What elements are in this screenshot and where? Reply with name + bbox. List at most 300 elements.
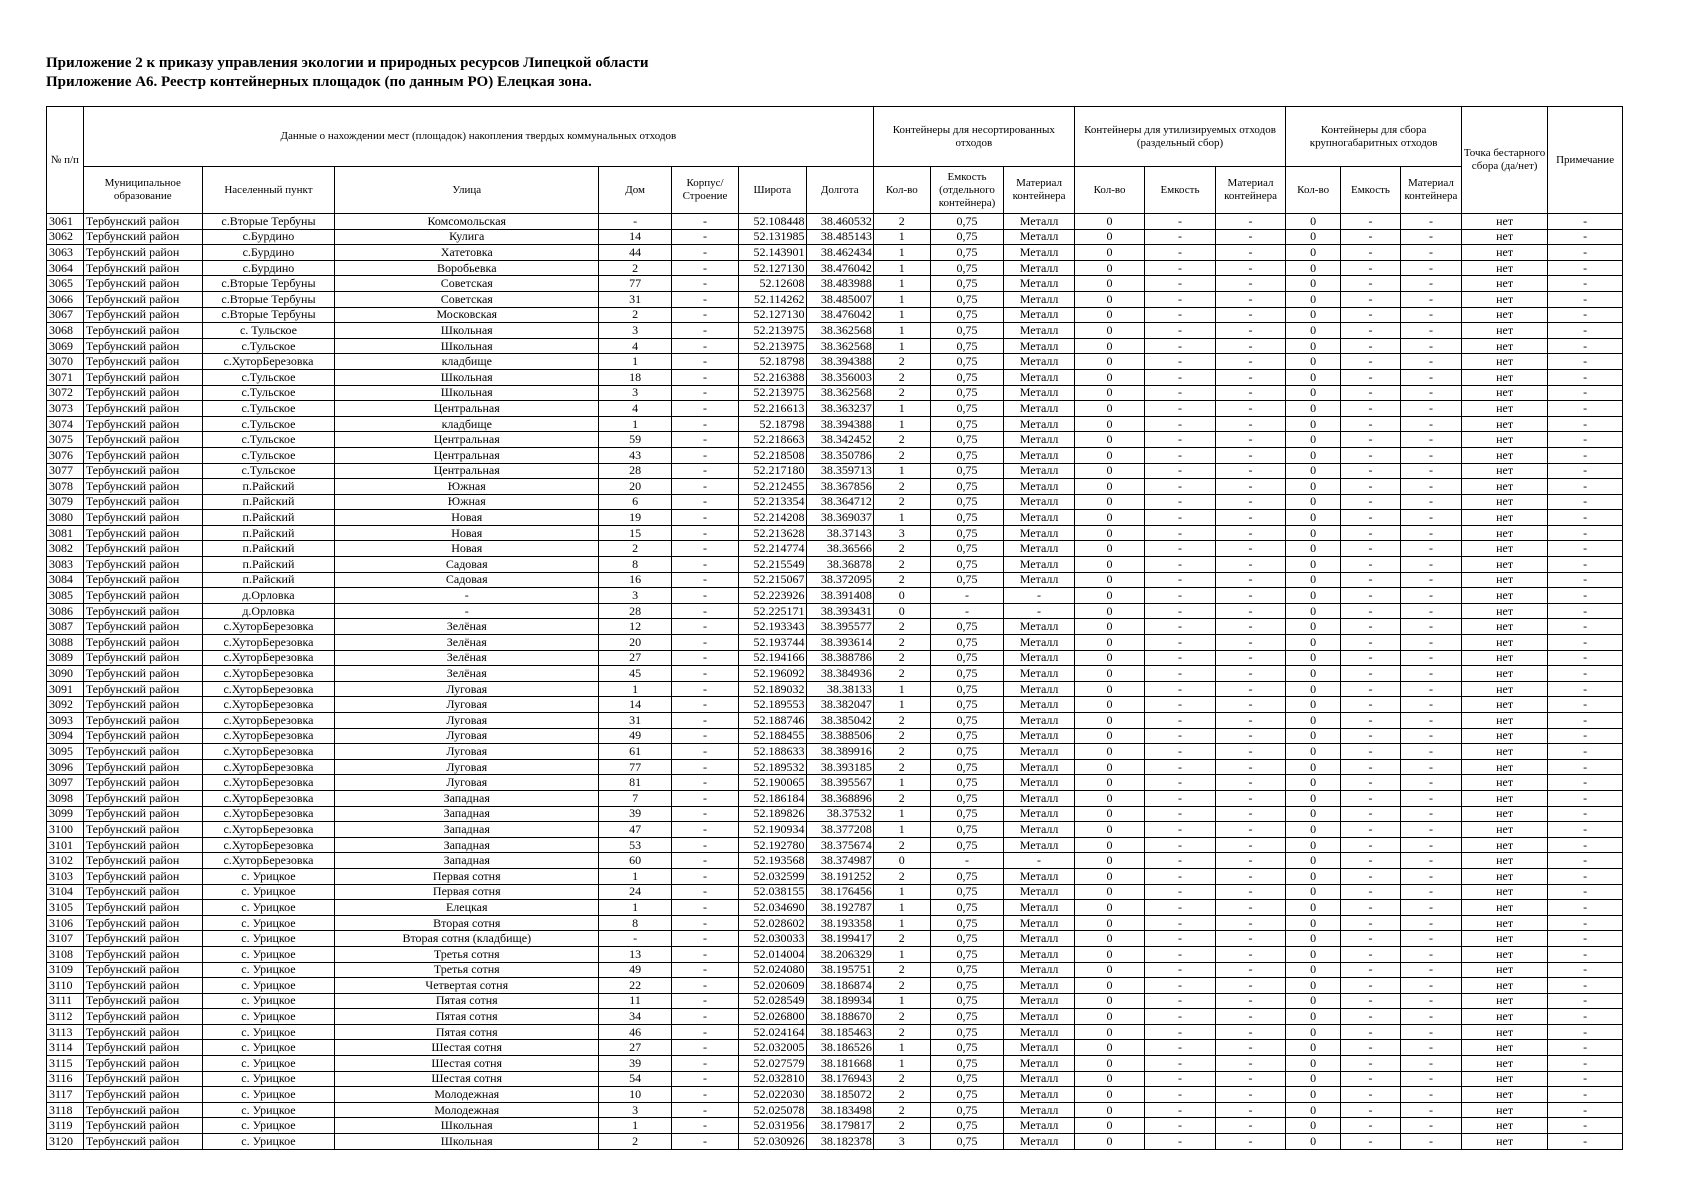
cell-bulky-capacity: - xyxy=(1340,978,1400,994)
table-row xyxy=(47,463,1623,479)
cell-num: 3097 xyxy=(47,775,84,791)
cell-bulky-material: - xyxy=(1400,993,1461,1009)
cell-street: Западная xyxy=(335,837,599,853)
cell-lon: 38.362568 xyxy=(806,338,873,354)
cell-note: - xyxy=(1548,775,1623,791)
cell-bulky-count: 0 xyxy=(1286,479,1341,495)
cell-building: - xyxy=(671,479,738,495)
cell-recycle-count: 0 xyxy=(1074,214,1144,230)
header-recycle-count: Кол-во xyxy=(1074,167,1144,214)
cell-bulky-capacity: - xyxy=(1340,369,1400,385)
cell-bulky-material: - xyxy=(1400,931,1461,947)
cell-num: 3120 xyxy=(47,1134,84,1150)
cell-bulky-capacity: - xyxy=(1340,229,1400,245)
cell-house: 59 xyxy=(599,432,672,448)
cell-building: - xyxy=(671,1134,738,1150)
cell-unsorted-capacity: - xyxy=(930,588,1004,604)
cell-lat: 52.215067 xyxy=(739,572,806,588)
cell-bulky-capacity: - xyxy=(1340,494,1400,510)
cell-unsorted-count: 2 xyxy=(873,385,930,401)
table-row xyxy=(47,931,1623,947)
cell-municipality: Тербунский район xyxy=(83,806,202,822)
cell-bulky-capacity: - xyxy=(1340,1071,1400,1087)
cell-street: Шестая сотня xyxy=(335,1056,599,1072)
cell-municipality: Тербунский район xyxy=(83,837,202,853)
cell-unsorted-capacity: 0,75 xyxy=(930,214,1004,230)
cell-lon: 38.394388 xyxy=(806,416,873,432)
cell-num: 3085 xyxy=(47,588,84,604)
cell-street: - xyxy=(335,603,599,619)
cell-unsorted-capacity: 0,75 xyxy=(930,541,1004,557)
cell-bulky-count: 0 xyxy=(1286,806,1341,822)
cell-bulky-capacity: - xyxy=(1340,541,1400,557)
cell-note: - xyxy=(1548,291,1623,307)
cell-bulky-capacity: - xyxy=(1340,214,1400,230)
cell-house: 12 xyxy=(599,619,672,635)
cell-lat: 52.214774 xyxy=(739,541,806,557)
cell-unsorted-count: 2 xyxy=(873,354,930,370)
cell-unsorted-count: 2 xyxy=(873,447,930,463)
cell-lon: 38.377208 xyxy=(806,822,873,838)
cell-bulky-material: - xyxy=(1400,432,1461,448)
cell-recycle-material: - xyxy=(1215,447,1286,463)
cell-lon: 38.367856 xyxy=(806,479,873,495)
table-row xyxy=(47,822,1623,838)
cell-lat: 52.213975 xyxy=(739,385,806,401)
cell-point: нет xyxy=(1461,307,1547,323)
cell-recycle-material: - xyxy=(1215,1118,1286,1134)
cell-settlement: с. Урицкое xyxy=(202,993,335,1009)
cell-note: - xyxy=(1548,1102,1623,1118)
table-row xyxy=(47,619,1623,635)
cell-unsorted-count: 2 xyxy=(873,650,930,666)
cell-note: - xyxy=(1548,650,1623,666)
cell-note: - xyxy=(1548,806,1623,822)
cell-unsorted-capacity: 0,75 xyxy=(930,494,1004,510)
cell-building: - xyxy=(671,713,738,729)
cell-bulky-count: 0 xyxy=(1286,1071,1341,1087)
cell-unsorted-material: Металл xyxy=(1004,510,1074,526)
cell-bulky-count: 0 xyxy=(1286,744,1341,760)
cell-bulky-capacity: - xyxy=(1340,806,1400,822)
cell-building: - xyxy=(671,245,738,261)
cell-num: 3105 xyxy=(47,900,84,916)
cell-bulky-material: - xyxy=(1400,775,1461,791)
cell-recycle-count: 0 xyxy=(1074,619,1144,635)
cell-lon: 38.36566 xyxy=(806,541,873,557)
cell-building: - xyxy=(671,307,738,323)
cell-street: Первая сотня xyxy=(335,884,599,900)
cell-recycle-count: 0 xyxy=(1074,338,1144,354)
cell-settlement: с.ХуторБерезовка xyxy=(202,619,335,635)
table-header xyxy=(47,107,1623,214)
cell-house: 27 xyxy=(599,650,672,666)
cell-unsorted-material: Металл xyxy=(1004,806,1074,822)
cell-unsorted-count: 1 xyxy=(873,900,930,916)
cell-settlement: с.Бурдино xyxy=(202,260,335,276)
cell-recycle-count: 0 xyxy=(1074,525,1144,541)
cell-house: 46 xyxy=(599,1024,672,1040)
cell-municipality: Тербунский район xyxy=(83,619,202,635)
cell-num: 3112 xyxy=(47,1009,84,1025)
cell-house: 49 xyxy=(599,728,672,744)
cell-bulky-material: - xyxy=(1400,588,1461,604)
cell-bulky-count: 0 xyxy=(1286,291,1341,307)
cell-bulky-count: 0 xyxy=(1286,557,1341,573)
cell-municipality: Тербунский район xyxy=(83,946,202,962)
cell-unsorted-count: 2 xyxy=(873,978,930,994)
cell-num: 3080 xyxy=(47,510,84,526)
cell-house: 4 xyxy=(599,338,672,354)
cell-unsorted-capacity: 0,75 xyxy=(930,993,1004,1009)
cell-point: нет xyxy=(1461,635,1547,651)
cell-bulky-material: - xyxy=(1400,1087,1461,1103)
cell-settlement: с.Тульское xyxy=(202,369,335,385)
cell-building: - xyxy=(671,323,738,339)
cell-municipality: Тербунский район xyxy=(83,1087,202,1103)
cell-unsorted-material: Металл xyxy=(1004,1024,1074,1040)
cell-house: 3 xyxy=(599,385,672,401)
cell-settlement: п.Райский xyxy=(202,479,335,495)
cell-note: - xyxy=(1548,666,1623,682)
cell-unsorted-capacity: 0,75 xyxy=(930,323,1004,339)
cell-recycle-count: 0 xyxy=(1074,369,1144,385)
cell-bulky-count: 0 xyxy=(1286,541,1341,557)
cell-building: - xyxy=(671,603,738,619)
cell-bulky-material: - xyxy=(1400,681,1461,697)
cell-settlement: с. Урицкое xyxy=(202,915,335,931)
cell-lat: 52.188746 xyxy=(739,713,806,729)
cell-bulky-capacity: - xyxy=(1340,557,1400,573)
header-point: Точка бестарного сбора (да/нет) xyxy=(1461,107,1547,214)
cell-bulky-capacity: - xyxy=(1340,276,1400,292)
cell-settlement: с.Тульское xyxy=(202,338,335,354)
cell-lat: 52.032005 xyxy=(739,1040,806,1056)
cell-settlement: с.Тульское xyxy=(202,447,335,463)
cell-street: Четвертая сотня xyxy=(335,978,599,994)
cell-num: 3095 xyxy=(47,744,84,760)
cell-bulky-capacity: - xyxy=(1340,744,1400,760)
cell-building: - xyxy=(671,214,738,230)
cell-bulky-material: - xyxy=(1400,1040,1461,1056)
cell-recycle-capacity: - xyxy=(1145,401,1215,417)
cell-recycle-material: - xyxy=(1215,635,1286,651)
cell-lat: 52.213975 xyxy=(739,338,806,354)
cell-recycle-count: 0 xyxy=(1074,510,1144,526)
cell-recycle-material: - xyxy=(1215,790,1286,806)
cell-recycle-capacity: - xyxy=(1145,759,1215,775)
cell-lat: 52.186184 xyxy=(739,790,806,806)
cell-lat: 52.189532 xyxy=(739,759,806,775)
cell-building: - xyxy=(671,447,738,463)
cell-building: - xyxy=(671,1118,738,1134)
cell-municipality: Тербунский район xyxy=(83,385,202,401)
cell-building: - xyxy=(671,1071,738,1087)
cell-num: 3096 xyxy=(47,759,84,775)
cell-unsorted-material: Металл xyxy=(1004,681,1074,697)
cell-settlement: с. Урицкое xyxy=(202,1102,335,1118)
cell-unsorted-material: Металл xyxy=(1004,323,1074,339)
cell-recycle-count: 0 xyxy=(1074,1071,1144,1087)
cell-building: - xyxy=(671,978,738,994)
cell-recycle-capacity: - xyxy=(1145,260,1215,276)
cell-bulky-capacity: - xyxy=(1340,775,1400,791)
cell-point: нет xyxy=(1461,978,1547,994)
cell-note: - xyxy=(1548,697,1623,713)
cell-recycle-count: 0 xyxy=(1074,603,1144,619)
cell-unsorted-material: Металл xyxy=(1004,354,1074,370)
cell-settlement: с.ХуторБерезовка xyxy=(202,650,335,666)
cell-note: - xyxy=(1548,229,1623,245)
cell-lon: 38.476042 xyxy=(806,260,873,276)
cell-num: 3115 xyxy=(47,1056,84,1072)
cell-bulky-count: 0 xyxy=(1286,635,1341,651)
cell-point: нет xyxy=(1461,900,1547,916)
cell-street: Новая xyxy=(335,510,599,526)
cell-lat: 52.190065 xyxy=(739,775,806,791)
cell-recycle-count: 0 xyxy=(1074,494,1144,510)
cell-unsorted-material: Металл xyxy=(1004,291,1074,307)
cell-recycle-material: - xyxy=(1215,759,1286,775)
cell-num: 3090 xyxy=(47,666,84,682)
cell-lon: 38.385042 xyxy=(806,713,873,729)
cell-house: 43 xyxy=(599,447,672,463)
cell-unsorted-material: Металл xyxy=(1004,837,1074,853)
cell-municipality: Тербунский район xyxy=(83,868,202,884)
cell-bulky-capacity: - xyxy=(1340,307,1400,323)
cell-lon: 38.179817 xyxy=(806,1118,873,1134)
cell-unsorted-count: 1 xyxy=(873,993,930,1009)
cell-house: 8 xyxy=(599,557,672,573)
cell-building: - xyxy=(671,463,738,479)
cell-lat: 52.188455 xyxy=(739,728,806,744)
cell-lon: 38.199417 xyxy=(806,931,873,947)
cell-street: - xyxy=(335,588,599,604)
cell-unsorted-material: Металл xyxy=(1004,978,1074,994)
cell-note: - xyxy=(1548,931,1623,947)
cell-unsorted-capacity: 0,75 xyxy=(930,1087,1004,1103)
cell-unsorted-count: 1 xyxy=(873,884,930,900)
table-row xyxy=(47,775,1623,791)
header-house: Дом xyxy=(599,167,672,214)
cell-building: - xyxy=(671,650,738,666)
cell-bulky-material: - xyxy=(1400,338,1461,354)
cell-bulky-count: 0 xyxy=(1286,993,1341,1009)
cell-point: нет xyxy=(1461,557,1547,573)
cell-recycle-capacity: - xyxy=(1145,541,1215,557)
cell-settlement: с.Вторые Тербуны xyxy=(202,291,335,307)
cell-lat: 52.215549 xyxy=(739,557,806,573)
cell-bulky-material: - xyxy=(1400,978,1461,994)
cell-house: 4 xyxy=(599,401,672,417)
cell-settlement: с. Урицкое xyxy=(202,1118,335,1134)
cell-bulky-count: 0 xyxy=(1286,354,1341,370)
cell-bulky-material: - xyxy=(1400,369,1461,385)
header-building: Корпус/ Строение xyxy=(671,167,738,214)
cell-bulky-count: 0 xyxy=(1286,1040,1341,1056)
cell-recycle-count: 0 xyxy=(1074,447,1144,463)
cell-unsorted-capacity: 0,75 xyxy=(930,1056,1004,1072)
cell-point: нет xyxy=(1461,416,1547,432)
cell-bulky-count: 0 xyxy=(1286,245,1341,261)
cell-bulky-count: 0 xyxy=(1286,276,1341,292)
table-row xyxy=(47,338,1623,354)
cell-recycle-material: - xyxy=(1215,837,1286,853)
cell-bulky-capacity: - xyxy=(1340,354,1400,370)
cell-bulky-material: - xyxy=(1400,635,1461,651)
cell-house: 14 xyxy=(599,229,672,245)
cell-bulky-material: - xyxy=(1400,525,1461,541)
cell-recycle-capacity: - xyxy=(1145,837,1215,853)
cell-street: Первая сотня xyxy=(335,868,599,884)
cell-house: 3 xyxy=(599,588,672,604)
cell-recycle-capacity: - xyxy=(1145,1118,1215,1134)
cell-recycle-material: - xyxy=(1215,650,1286,666)
table-row xyxy=(47,385,1623,401)
cell-unsorted-material: Металл xyxy=(1004,432,1074,448)
cell-num: 3106 xyxy=(47,915,84,931)
cell-num: 3116 xyxy=(47,1071,84,1087)
cell-unsorted-capacity: 0,75 xyxy=(930,635,1004,651)
table-row xyxy=(47,946,1623,962)
cell-num: 3114 xyxy=(47,1040,84,1056)
cell-street: Луговая xyxy=(335,759,599,775)
cell-unsorted-material: Металл xyxy=(1004,713,1074,729)
cell-bulky-material: - xyxy=(1400,837,1461,853)
cell-settlement: с. Урицкое xyxy=(202,962,335,978)
cell-lat: 52.127130 xyxy=(739,307,806,323)
cell-lat: 52.216613 xyxy=(739,401,806,417)
cell-recycle-count: 0 xyxy=(1074,1118,1144,1134)
cell-lon: 38.460532 xyxy=(806,214,873,230)
cell-municipality: Тербунский район xyxy=(83,354,202,370)
cell-recycle-count: 0 xyxy=(1074,229,1144,245)
cell-recycle-capacity: - xyxy=(1145,557,1215,573)
cell-recycle-material: - xyxy=(1215,369,1286,385)
cell-street: Хатетовка xyxy=(335,245,599,261)
table-row xyxy=(47,635,1623,651)
cell-street: Западная xyxy=(335,790,599,806)
cell-lon: 38.483988 xyxy=(806,276,873,292)
cell-bulky-material: - xyxy=(1400,915,1461,931)
cell-recycle-capacity: - xyxy=(1145,416,1215,432)
cell-lon: 38.384936 xyxy=(806,666,873,682)
cell-building: - xyxy=(671,260,738,276)
cell-recycle-capacity: - xyxy=(1145,931,1215,947)
cell-bulky-material: - xyxy=(1400,853,1461,869)
cell-lon: 38.189934 xyxy=(806,993,873,1009)
cell-house: 45 xyxy=(599,666,672,682)
cell-bulky-material: - xyxy=(1400,572,1461,588)
cell-num: 3083 xyxy=(47,557,84,573)
title-line-1: Приложение 2 к приказу управления экологии и природных ресурсов Липецкой области xyxy=(46,55,649,71)
cell-recycle-material: - xyxy=(1215,806,1286,822)
cell-lat: 52.213354 xyxy=(739,494,806,510)
table-row xyxy=(47,744,1623,760)
cell-lon: 38.394388 xyxy=(806,354,873,370)
cell-bulky-capacity: - xyxy=(1340,853,1400,869)
cell-point: нет xyxy=(1461,790,1547,806)
cell-bulky-material: - xyxy=(1400,1118,1461,1134)
cell-bulky-material: - xyxy=(1400,822,1461,838)
cell-bulky-capacity: - xyxy=(1340,1087,1400,1103)
cell-unsorted-capacity: 0,75 xyxy=(930,447,1004,463)
cell-recycle-material: - xyxy=(1215,822,1286,838)
cell-unsorted-material: Металл xyxy=(1004,759,1074,775)
cell-unsorted-capacity: 0,75 xyxy=(930,806,1004,822)
cell-note: - xyxy=(1548,541,1623,557)
cell-house: 19 xyxy=(599,510,672,526)
cell-bulky-material: - xyxy=(1400,1056,1461,1072)
cell-recycle-count: 0 xyxy=(1074,1009,1144,1025)
cell-municipality: Тербунский район xyxy=(83,900,202,916)
cell-unsorted-capacity: 0,75 xyxy=(930,790,1004,806)
cell-recycle-capacity: - xyxy=(1145,369,1215,385)
cell-recycle-capacity: - xyxy=(1145,1071,1215,1087)
cell-lat: 52.108448 xyxy=(739,214,806,230)
table-body xyxy=(47,214,1623,1150)
cell-building: - xyxy=(671,635,738,651)
cell-municipality: Тербунский район xyxy=(83,978,202,994)
cell-unsorted-material: Металл xyxy=(1004,1118,1074,1134)
cell-point: нет xyxy=(1461,525,1547,541)
cell-unsorted-count: 2 xyxy=(873,432,930,448)
cell-unsorted-count: 2 xyxy=(873,557,930,573)
cell-recycle-material: - xyxy=(1215,214,1286,230)
cell-unsorted-count: 1 xyxy=(873,806,930,822)
cell-point: нет xyxy=(1461,1087,1547,1103)
cell-recycle-material: - xyxy=(1215,900,1286,916)
cell-house: 61 xyxy=(599,744,672,760)
cell-point: нет xyxy=(1461,1071,1547,1087)
cell-settlement: с. Урицкое xyxy=(202,978,335,994)
cell-street: Воробьевка xyxy=(335,260,599,276)
cell-bulky-material: - xyxy=(1400,463,1461,479)
header-note: Примечание xyxy=(1548,107,1623,214)
cell-lat: 52.194166 xyxy=(739,650,806,666)
cell-recycle-count: 0 xyxy=(1074,401,1144,417)
cell-settlement: с. Урицкое xyxy=(202,1134,335,1150)
cell-recycle-count: 0 xyxy=(1074,713,1144,729)
cell-street: Школьная xyxy=(335,1118,599,1134)
cell-point: нет xyxy=(1461,993,1547,1009)
cell-recycle-count: 0 xyxy=(1074,728,1144,744)
cell-unsorted-capacity: 0,75 xyxy=(930,759,1004,775)
cell-unsorted-count: 1 xyxy=(873,229,930,245)
cell-recycle-capacity: - xyxy=(1145,697,1215,713)
cell-bulky-material: - xyxy=(1400,447,1461,463)
cell-street: Луговая xyxy=(335,681,599,697)
cell-recycle-material: - xyxy=(1215,681,1286,697)
cell-municipality: Тербунский район xyxy=(83,1134,202,1150)
cell-unsorted-count: 2 xyxy=(873,790,930,806)
cell-unsorted-count: 2 xyxy=(873,479,930,495)
cell-bulky-material: - xyxy=(1400,323,1461,339)
table-row xyxy=(47,900,1623,916)
cell-municipality: Тербунский район xyxy=(83,432,202,448)
header-bulky-count: Кол-во xyxy=(1286,167,1341,214)
cell-note: - xyxy=(1548,432,1623,448)
cell-recycle-material: - xyxy=(1215,666,1286,682)
cell-recycle-count: 0 xyxy=(1074,962,1144,978)
cell-recycle-count: 0 xyxy=(1074,744,1144,760)
cell-unsorted-capacity: 0,75 xyxy=(930,432,1004,448)
cell-bulky-material: - xyxy=(1400,666,1461,682)
header-lat: Широта xyxy=(739,167,806,214)
table-row xyxy=(47,728,1623,744)
cell-unsorted-material: Металл xyxy=(1004,1087,1074,1103)
cell-num: 3088 xyxy=(47,635,84,651)
